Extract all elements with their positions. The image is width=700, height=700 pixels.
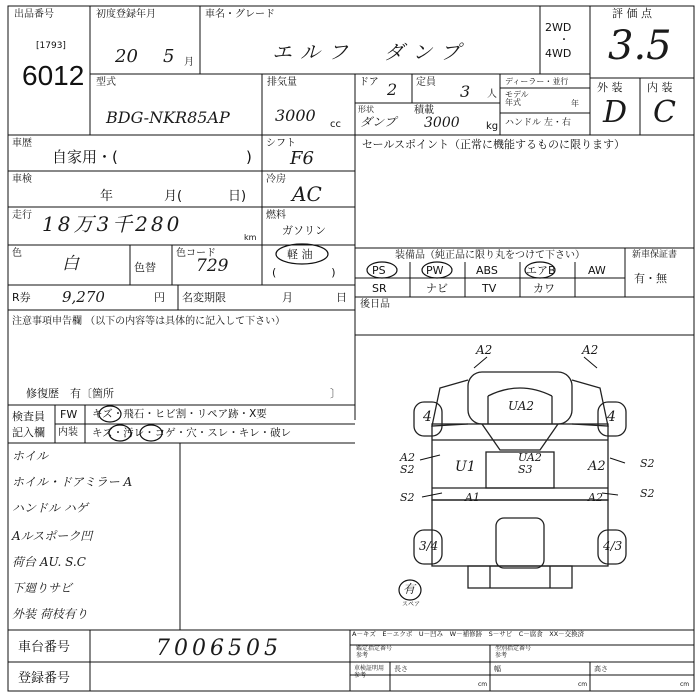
mark-left-a1: A1 <box>465 491 480 504</box>
sales-point-label: セールスポイント（正常に機能するものに限ります） <box>362 138 626 151</box>
mark-right-s2b: S2 <box>640 487 655 500</box>
name-change-day: 日 <box>336 291 347 304</box>
inspector-note-4: Aルスポーク凹 <box>12 529 93 543</box>
inspector-note-7: 外装 荷枝有り <box>12 607 88 621</box>
name-change-month: 月 <box>282 291 293 304</box>
name-grade-label: 車名・グレード <box>205 9 275 20</box>
inspection-year: 年 <box>100 189 114 204</box>
lot-label: 出品番号 <box>14 9 54 20</box>
color-value: 白 <box>62 254 79 274</box>
first-registration-label: 初度登録年月 <box>96 9 156 20</box>
inspector-note-3: ハンドル ハゲ <box>12 501 88 515</box>
cm-unit-width: cm <box>578 681 588 688</box>
fw-items: キズ・飛石・ヒビ割・リペア跡・X要 <box>92 408 267 420</box>
interior-grade: C <box>653 95 676 130</box>
exterior-label: 外 装 <box>597 81 623 94</box>
shift-label: シフト <box>266 138 296 149</box>
inspection-day: 日) <box>228 189 247 204</box>
mark-spare: 有 <box>403 582 416 596</box>
color-code: 729 <box>196 256 229 276</box>
vehicle-cert-label: 車検証明用 参考 <box>354 665 385 680</box>
lot-small: [1793] <box>36 41 66 51</box>
mark-top-right: A2 <box>582 343 599 357</box>
equipment-label: 装備品（純正品に限り丸をつけて下さい） <box>395 250 585 261</box>
shape-label: 形状 <box>358 105 374 114</box>
score-value: 3.5 <box>608 23 672 69</box>
ac-label: 冷房 <box>266 174 286 185</box>
equip-airbag: エアB <box>526 264 556 277</box>
kg-unit: kg <box>486 121 499 132</box>
retrofit-label: 後日品 <box>360 299 390 310</box>
equip-sr: SR <box>372 282 387 295</box>
warranty-value: 有・無 <box>634 272 667 285</box>
drive-2wd: 2WD <box>545 21 572 34</box>
month-unit: 月 <box>184 57 194 68</box>
equip-tv: TV <box>482 282 497 295</box>
recycle-value: 9,270 <box>62 288 105 306</box>
equip-aw: AW <box>588 264 606 277</box>
cc-unit: cc <box>330 119 341 130</box>
mark-tire-fr: 4 <box>607 409 616 425</box>
cert-label: 型別指定番号 参考 <box>495 645 532 659</box>
door-label: ドア <box>359 77 379 88</box>
inspection-label: 車検 <box>12 174 32 185</box>
color-label: 色 <box>12 248 22 259</box>
person-unit: 人 <box>487 89 497 100</box>
load-value: 3000 <box>424 115 460 131</box>
equip-leather: カワ <box>533 282 555 295</box>
mark-hood: UA2 <box>508 399 535 413</box>
model-label: 型式 <box>96 77 116 88</box>
lot-number: 6012 <box>22 60 85 91</box>
exterior-grade: D <box>603 95 628 130</box>
mark-right-a2: A2 <box>588 459 606 474</box>
appraiser-label: 鑑定指定番号 参考 <box>356 645 393 659</box>
inspection-month: 月( <box>164 189 183 204</box>
model-year-label: モデル 年式 <box>505 90 529 108</box>
mark-tire-rl: 3/4 <box>419 539 439 553</box>
yen-unit: 円 <box>154 291 165 304</box>
fw-label: FW <box>60 408 78 421</box>
equip-abs: ABS <box>476 264 498 277</box>
load-label: 積載 <box>414 105 434 116</box>
mark-tire-fl: 4 <box>423 409 432 425</box>
chassis-label: 車台番号 <box>18 640 71 655</box>
registration-year: 20 <box>115 46 138 67</box>
mark-left-a2: A2 S2 <box>400 451 415 476</box>
fuel-label: 燃料 <box>266 210 286 221</box>
inspector-note-5: 荷台 AU. S.C <box>12 555 86 569</box>
history-label: 車歴 <box>12 138 32 149</box>
capacity-value: 3 <box>460 82 471 101</box>
width-label: 幅 <box>494 665 501 673</box>
km-unit: km <box>244 233 257 242</box>
equip-navi: ナビ <box>426 282 448 295</box>
inspector-note-6: 下廻りサビ <box>12 581 73 595</box>
mark-cabin: UA2 S3 <box>518 451 542 476</box>
doors-value: 2 <box>387 80 398 99</box>
mark-left-s2: S2 <box>400 491 415 504</box>
displacement-value: 3000 <box>275 106 316 125</box>
equip-ps: PS <box>372 264 386 277</box>
interior-row-label: 内装 <box>58 427 78 438</box>
length-label: 長さ <box>394 665 408 673</box>
handle-label: ハンドル 左・右 <box>505 118 571 128</box>
shape-value: ダンプ <box>360 115 397 129</box>
cm-unit-length: cm <box>478 681 488 688</box>
color-change-label: 色替 <box>134 261 156 274</box>
dealer-label: ディーラー・並行 <box>505 77 569 86</box>
model-code: BDG-NKR85AP <box>106 108 230 127</box>
mileage-value: 18万3千280 <box>42 212 183 236</box>
history-value: 自家用・( <box>52 148 118 166</box>
interior-items: キズ・汚レ・コゲ・穴・スレ・キレ・破レ <box>92 427 292 439</box>
mark-spare-caption: スペア <box>402 601 421 608</box>
inspector-note-1: ホイル <box>12 449 49 463</box>
drive-4wd: 4WD <box>545 47 572 60</box>
interior-label: 内 装 <box>647 81 673 94</box>
drive-dot: ・ <box>559 35 569 46</box>
mark-right-s2: S2 <box>640 457 655 470</box>
equip-pw: PW <box>426 264 444 277</box>
height-label: 高さ <box>594 665 608 673</box>
repair-close: 〕 <box>330 387 341 400</box>
capacity-label: 定員 <box>416 77 436 88</box>
chassis-value: 7006505 <box>156 636 282 661</box>
mark-right-a2b: A2 <box>588 491 603 504</box>
inspector-note-2: ホイル・ドアミラー A <box>12 475 133 489</box>
new-warranty-label: 新車保証書 <box>632 250 678 260</box>
history-close: ) <box>246 148 252 166</box>
score-label: 評 価 点 <box>612 7 652 20</box>
fuel-circled: 軽 油 <box>287 248 313 261</box>
registration-label: 登録番号 <box>18 671 71 686</box>
cm-unit-height: cm <box>680 681 690 688</box>
mark-left-u1: U1 <box>455 459 476 475</box>
name-change-label: 名変期限 <box>182 291 226 304</box>
ac-value: AC <box>292 182 322 206</box>
displacement-label: 排気量 <box>267 77 297 88</box>
recycle-label: R券 <box>12 291 31 304</box>
notes-label: 注意事項申告欄 （以下の内容等は具体的に記入して下さい） <box>12 316 286 327</box>
damage-legend: A－キズ E－エクボ U－凹み W－補修跡 S－サビ C－腐食 XX－交換済 <box>352 630 585 638</box>
mileage-label: 走行 <box>12 210 32 221</box>
mark-top-left: A2 <box>476 343 493 357</box>
fuel-value: ガソリン <box>282 224 326 237</box>
shift-value: F6 <box>290 148 314 169</box>
fuel-other: ( ) <box>272 266 336 279</box>
year-unit: 年 <box>571 99 579 108</box>
vehicle-name: エルフ ダンプ <box>272 40 469 64</box>
inspector-label: 検査員 記入欄 <box>12 410 45 439</box>
mark-tire-rr: 4/3 <box>603 539 623 553</box>
color-code-label: 色コード <box>176 248 216 259</box>
repair-history-label: 修復歴 有〔箇所 <box>26 387 114 400</box>
registration-month: 5 <box>163 46 175 67</box>
